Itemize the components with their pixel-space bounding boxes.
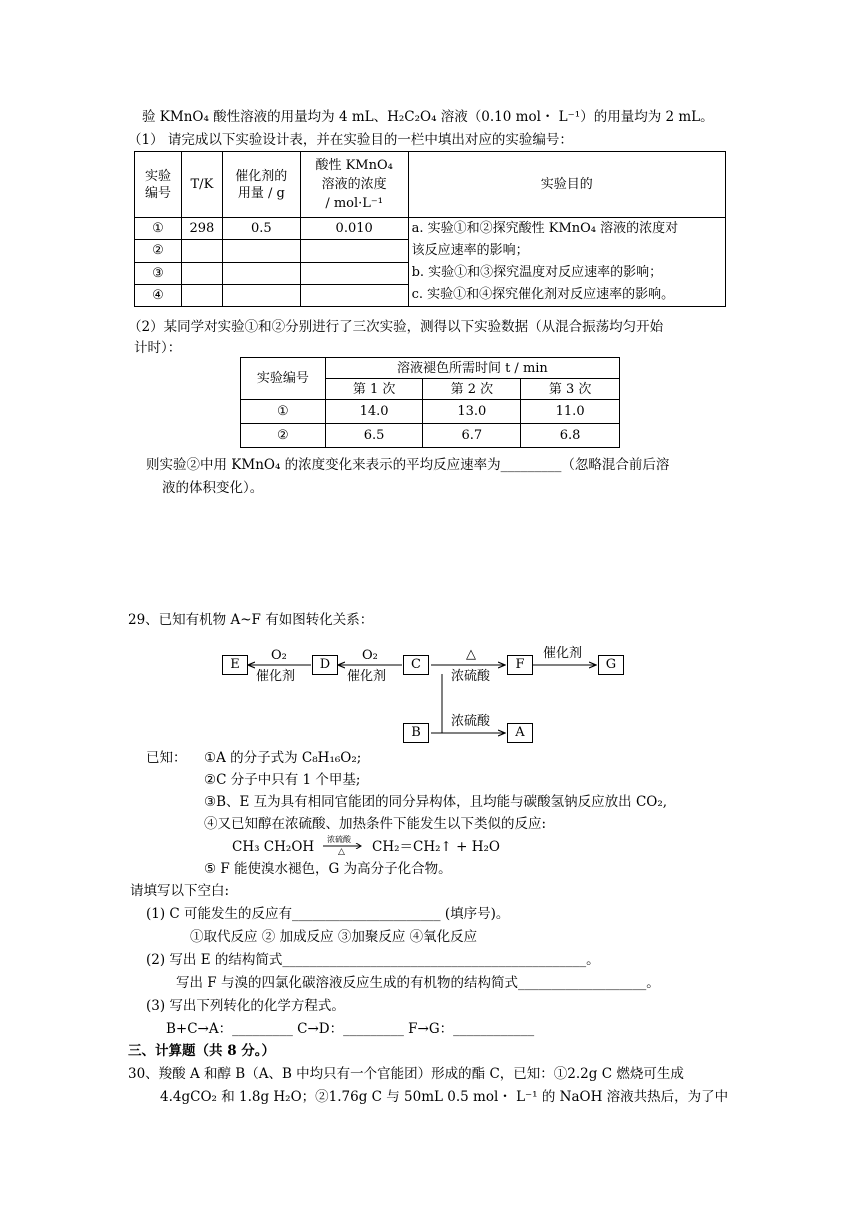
- table-cell: 0.010: [300, 218, 408, 240]
- table-cell[interactable]: [222, 284, 300, 306]
- table-cell: ③: [135, 262, 182, 284]
- fill-prompt: 请填写以下空白:: [130, 883, 230, 899]
- section-3-heading: 三、计算题（共 8 分。）: [128, 1043, 276, 1059]
- table-cell[interactable]: [181, 240, 222, 262]
- question-1-options: ①取代反应 ② 加成反应 ③加聚反应 ④氧化反应: [190, 929, 478, 945]
- header-purpose: 实验目的: [408, 152, 725, 218]
- label-o2-ed: O₂: [271, 648, 287, 663]
- timing-table: [240, 357, 620, 448]
- known-4: ④又已知醇在浓硫酸、加热条件下能发生以下类似的反应:: [204, 816, 547, 832]
- table-cell: 6.8: [521, 424, 620, 448]
- table-cell[interactable]: [222, 240, 300, 262]
- q30-line2: 4.4gCO₂ 和 1.8g H₂O；②1.76g C 与 50mL 0.5 mol・ L⁻¹ 的 NaOH 溶液共热后，为了中: [160, 1089, 729, 1105]
- q2-after1: 则实验②中用 KMnO₄ 的浓度变化来表示的平均反应速率为_________（忽略混合前后溶: [146, 457, 670, 473]
- q1-prompt: （1） 请完成以下实验设计表，并在实验目的一栏中填出对应的实验编号：: [128, 132, 573, 148]
- node-f: F: [507, 655, 533, 675]
- table-cell: 6.7: [423, 424, 521, 448]
- question-3-equations: B+C→A：_________ C→D：_________ F→G：____________: [166, 1021, 535, 1037]
- table-cell: 298: [181, 218, 222, 240]
- q2-line1: （2）某同学对实验①和②分别进行了三次实验，测得以下实验数据（从混合振荡均匀开始: [128, 319, 664, 335]
- experiment-design-table: [134, 151, 726, 307]
- known-1: ①A 的分子式为 C₈H₁₆O₂;: [204, 750, 362, 766]
- label-o2-dc: O₂: [362, 648, 378, 663]
- table-cell: ②: [135, 240, 182, 262]
- known-label: 已知：: [146, 750, 187, 766]
- table-cell: ①: [241, 400, 326, 424]
- node-c: C: [403, 655, 429, 675]
- intro-line: 验 KMnO₄ 酸性溶液的用量均为 4 mL、H₂C₂O₄ 溶液（0.10 mol・ L⁻¹）的用量均为 2 mL。: [142, 109, 714, 125]
- table-cell: ①: [135, 218, 182, 240]
- header-concentration: 酸性 KMnO₄ 溶液的浓度 / mol·L⁻¹: [300, 152, 408, 218]
- header-exp-no: 实验编号: [241, 358, 326, 400]
- header-catalyst: 催化剂的 用量 / g: [222, 152, 300, 218]
- node-d: D: [312, 655, 338, 675]
- table-cell[interactable]: [300, 240, 408, 262]
- label-h2so4-cf: 浓硫酸: [451, 669, 491, 684]
- table-cell[interactable]: [300, 284, 408, 306]
- table-cell[interactable]: [181, 262, 222, 284]
- purpose-a2: 该反应速率的影响；: [411, 243, 529, 258]
- question-1: (1) C 可能发生的反应有______________________ (填序号)。: [146, 906, 510, 922]
- question-2a: (2) 写出 E 的结构简式_____________________________________________。: [146, 952, 600, 968]
- table-cell[interactable]: [222, 262, 300, 284]
- purpose-b: b. 实验①和③探究温度对反应速率的影响；: [411, 265, 663, 280]
- table-cell[interactable]: [181, 284, 222, 306]
- node-b: B: [403, 723, 429, 743]
- header-time-group: 溶液褪色所需时间 t / min: [325, 358, 619, 379]
- q30-line1: 30、羧酸 A 和醇 B（A、B 中均只有一个官能团）形成的酯 C，已知：①2.2g C 燃烧可生成: [128, 1066, 684, 1082]
- header-trial-3: 第 3 次: [521, 379, 620, 400]
- label-heat: △: [466, 647, 476, 662]
- table-cell: ②: [241, 424, 326, 448]
- node-e: E: [222, 655, 248, 675]
- purpose-a1: a. 实验①和②探究酸性 KMnO₄ 溶液的浓度对: [411, 221, 679, 236]
- label-h2so4-ba: 浓硫酸: [451, 714, 491, 729]
- node-g: G: [598, 655, 624, 675]
- known-3: ③B、E 互为具有相同官能团的同分异构体，且均能与碳酸氢钠反应放出 CO₂,: [204, 794, 668, 810]
- known-5: ⑤ F 能使溴水褪色，G 为高分子化合物。: [204, 861, 452, 877]
- known-2: ②C 分子中只有 1 个甲基;: [204, 772, 361, 788]
- table-cell: 11.0: [521, 400, 620, 424]
- q2-after2: 液的体积变化）。: [162, 480, 264, 496]
- question-3: (3) 写出下列转化的化学方程式。: [146, 998, 345, 1014]
- table-cell: ④: [135, 284, 182, 306]
- reaction-below: △: [338, 847, 345, 857]
- table-cell: 13.0: [423, 400, 521, 424]
- table-cell: 0.5: [222, 218, 300, 240]
- label-cat-dc: 催化剂: [347, 669, 387, 684]
- q29-title: 29、已知有机物 A~F 有如图转化关系：: [128, 612, 374, 628]
- reaction-above: 浓硫酸: [327, 835, 351, 844]
- question-2b: 写出 F 与溴的四氯化碳溶液反应生成的有机物的结构简式___________________。: [176, 975, 660, 991]
- table-cell[interactable]: [300, 262, 408, 284]
- table-cell: 14.0: [325, 400, 423, 424]
- header-temp: T/K: [181, 152, 222, 218]
- purpose-cell: [408, 218, 725, 307]
- purpose-c: c. 实验①和④探究催化剂对反应速率的影响。: [411, 287, 675, 302]
- q2-line2: 计时）：: [134, 340, 182, 356]
- header-trial-1: 第 1 次: [325, 379, 423, 400]
- label-cat-ed: 催化剂: [256, 669, 296, 684]
- label-cat-fg: 催化剂: [543, 646, 583, 661]
- header-exp-no: 实验 编号: [135, 152, 182, 218]
- reaction-left: CH₃ CH₂OH: [232, 839, 315, 855]
- reaction-right: CH₂＝CH₂↑ + H₂O: [372, 839, 500, 855]
- table-cell: 6.5: [325, 424, 423, 448]
- node-a: A: [507, 723, 533, 743]
- header-trial-2: 第 2 次: [423, 379, 521, 400]
